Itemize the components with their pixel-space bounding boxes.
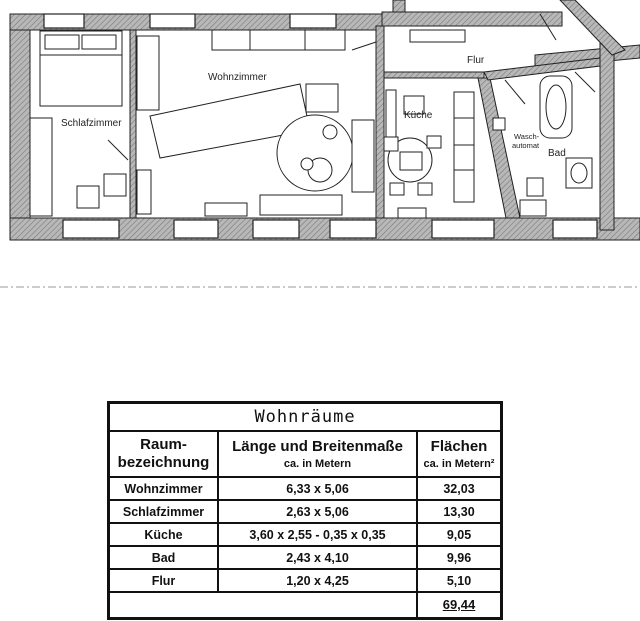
table-title: Wohnräume: [109, 403, 502, 432]
scan-divider-line: [0, 284, 640, 290]
fixture-label-waschautomat-1: Wasch-: [514, 132, 540, 141]
cell-area: 13,30: [417, 500, 502, 523]
total-area: 69,44: [442, 597, 476, 612]
cell-dims: 2,43 x 4,10: [218, 546, 417, 569]
cell-room: Küche: [109, 523, 219, 546]
area-table: [107, 401, 503, 620]
cell-area: 5,10: [417, 569, 502, 592]
cell-room: Bad: [109, 546, 219, 569]
cell-room: Schlafzimmer: [109, 500, 219, 523]
header-room: [109, 431, 219, 477]
table-total-row: [109, 592, 502, 619]
table-row: [109, 500, 502, 523]
header-area: [417, 431, 502, 477]
table-row: [109, 477, 502, 500]
floor-plan: [0, 0, 640, 290]
room-label-flur: Flur: [467, 55, 485, 66]
header-dims-sub: ca. in Metern: [283, 458, 352, 470]
fixture-label-waschautomat-2: automat: [512, 141, 540, 150]
total-empty-cell: [109, 592, 418, 619]
cell-dims: 6,33 x 5,06: [218, 477, 417, 500]
room-label-bad: Bad: [548, 148, 566, 159]
cell-dims: 1,20 x 4,25: [218, 569, 417, 592]
header-area-sub: ca. in Metern²: [423, 458, 495, 470]
room-label-kueche: Küche: [404, 110, 433, 121]
cell-dims: 2,63 x 5,06: [218, 500, 417, 523]
cell-room: Wohnzimmer: [109, 477, 219, 500]
cell-area: 9,96: [417, 546, 502, 569]
cell-area: 9,05: [417, 523, 502, 546]
header-room-line1: Raum-: [140, 436, 187, 453]
table-header-row: [109, 431, 502, 477]
cell-dims: 3,60 x 2,55 - 0,35 x 0,35: [218, 523, 417, 546]
table-row: [109, 523, 502, 546]
header-area-main: Flächen: [430, 438, 488, 455]
cell-area: 32,03: [417, 477, 502, 500]
header-room-line2: bezeichnung: [117, 454, 210, 471]
cell-room: Flur: [109, 569, 219, 592]
room-label-schlafzimmer: Schlafzimmer: [61, 118, 122, 129]
header-dims-main: Länge und Breitenmaße: [232, 438, 403, 455]
living-furniture: [137, 30, 376, 216]
header-dims: [218, 431, 417, 477]
table-row: [109, 546, 502, 569]
cell-total: [417, 592, 502, 619]
room-label-wohnzimmer: Wohnzimmer: [208, 72, 267, 83]
table-row: [109, 569, 502, 592]
